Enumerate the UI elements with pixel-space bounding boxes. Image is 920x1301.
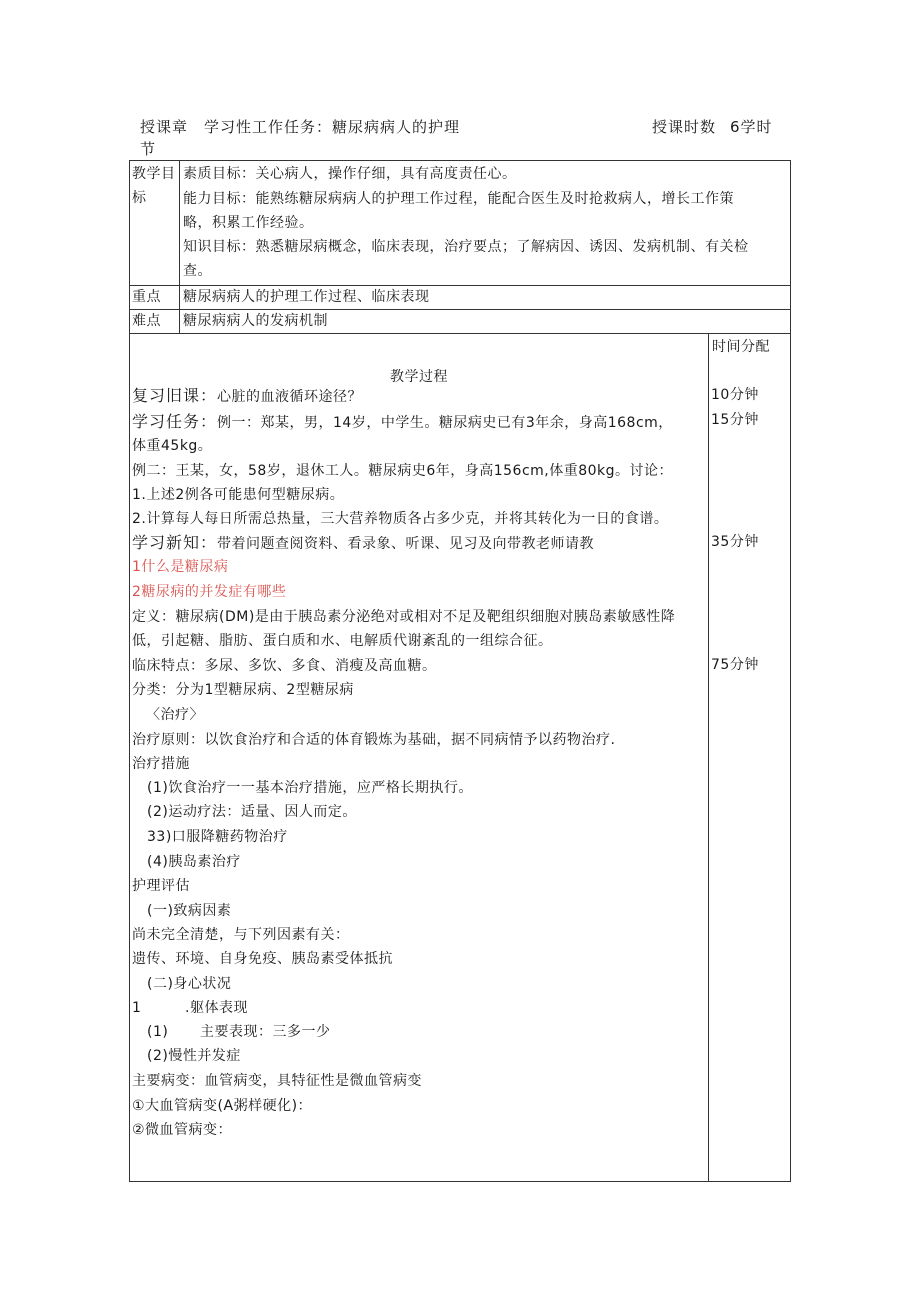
goal-line: 素质目标：关心病人，操作仔细，具有高度责任心。: [183, 166, 517, 182]
table-top-border: [129, 160, 791, 161]
review-text: 心脏的血液循环途径？: [217, 389, 363, 405]
body-manifestation: .躯体表现: [185, 1000, 248, 1016]
hours-value: 6学时: [730, 118, 773, 136]
review-label: 复习旧课：: [132, 386, 218, 405]
task-label: 学习任务：: [132, 412, 218, 431]
treatment-measures: 治疗措施: [132, 756, 190, 772]
task-line-cont: 体重45kg。: [132, 438, 213, 454]
main-number: (1): [147, 1024, 169, 1040]
cause-heading: (一)致病因素: [147, 903, 232, 919]
chapter-label: 授课章: [140, 118, 189, 136]
red-question-two: 2糖尿病的并发症有哪些: [132, 584, 287, 600]
task-title: 学习性工作任务：糖尿病病人的护理: [204, 118, 461, 136]
label-column-divider: [179, 160, 180, 333]
goal-line: 查。: [183, 263, 212, 279]
time-allocation: 10分钟: [711, 387, 759, 403]
review-line: [132, 384, 362, 409]
clinical-features: 临床特点：多尿、多饮、多食、消瘦及高血糖。: [132, 658, 437, 674]
measure-item: 33)口服降糖药物治疗: [147, 829, 288, 845]
macrovascular-lesion: ①大血管病变(A粥样硬化)：: [132, 1098, 313, 1114]
status-heading: (二)身心状况: [147, 976, 232, 992]
measure-item: (2)运动疗法：适量、因人而定。: [147, 804, 357, 820]
task-text: 例一：郑某，男，14岁，中学生。糖尿病史已有3年余，身高168cm，: [217, 415, 673, 431]
measure-item: (1)饮食治疗一一基本治疗措施，应严格长期执行。: [147, 780, 473, 796]
treatment-heading: 〈治疗〉: [146, 707, 204, 723]
process-title: 教学过程: [390, 369, 448, 385]
vascular-lesion: 主要病变：血管病变，具特征性是微血管病变: [132, 1073, 422, 1089]
example-two: 例二：王某，女，58岁，退休工人。糖尿病史6年，身高156cm,体重80kg。讨论：: [132, 463, 674, 479]
task-line: [132, 410, 673, 435]
new-knowledge-text: 带着问题查阅资料、看录象、听课、见习及向带教老师请教: [217, 536, 595, 552]
new-knowledge-label: 学习新知：: [132, 533, 218, 552]
question-two: 2.计算每人每日所需总热量，三大营养物质各占多少克，并将其转化为一日的食谱。: [132, 511, 669, 527]
cause-text: 尚未完全清楚，与下列因素有关：: [132, 927, 350, 943]
goal-line: 能力目标：能熟练糖尿病病人的护理工作过程，能配合医生及时抢救病人，增长工作策: [183, 191, 734, 207]
definition-line-cont: 低，引起糖、脂肪、蛋白质和水、电解质代谢紊乱的一组综合征。: [132, 633, 553, 649]
chapter-label-cont: 节: [140, 140, 157, 158]
difficulty-value: 糖尿病病人的发病机制: [183, 313, 328, 329]
cause-factors: 遗传、环境、自身免疫、胰岛素受体抵抗: [132, 951, 393, 967]
time-allocation: 75分钟: [711, 657, 759, 673]
key-point-value: 糖尿病病人的护理工作过程、临床表现: [183, 289, 430, 305]
definition-line: 定义：糖尿病(DM)是由于胰岛素分泌绝对或相对不足及靶组织细胞对胰岛素敏感性降: [132, 609, 676, 625]
goals-label-cont: 标: [132, 190, 147, 206]
difficulty-label: 难点: [132, 313, 161, 329]
goal-line: 知识目标：熟悉糖尿病概念，临床表现，治疗要点；了解病因、诱因、发病机制、有关检: [183, 239, 749, 255]
time-allocation: 15分钟: [711, 412, 759, 428]
time-allocation: 35分钟: [711, 534, 759, 550]
time-allocation-header: 时间分配: [712, 339, 770, 355]
key-point-label: 重点: [132, 289, 161, 305]
nursing-assessment: 护理评估: [132, 878, 190, 894]
microvascular-lesion: ②微血管病变：: [132, 1122, 233, 1138]
body-number: 1: [132, 1000, 142, 1016]
red-question-one: 1什么是糖尿病: [132, 559, 229, 575]
classification: 分类：分为1型糖尿病、2型糖尿病: [132, 682, 354, 698]
time-column-divider: [708, 333, 709, 1181]
measure-item: (4)胰岛素治疗: [147, 854, 241, 870]
new-knowledge-line: [132, 531, 594, 556]
hours-label: 授课时数: [652, 118, 717, 136]
table-right-border: [790, 160, 791, 1182]
main-manifestation: 主要表现：三多一少: [200, 1024, 331, 1040]
goal-line: 略，积累工作经验。: [183, 215, 314, 231]
goals-label: 教学目: [132, 166, 176, 182]
question-one: 1.上述2例各可能患何型糖尿病。: [132, 487, 345, 503]
row-divider-difficulty: [129, 333, 791, 334]
chronic-complications: (2)慢性并发症: [147, 1048, 241, 1064]
table-left-border: [129, 160, 130, 1182]
treatment-principle: 治疗原则：以饮食治疗和合适的体育锻炼为基础，据不同病情予以药物治疗.: [132, 732, 616, 748]
table-bottom-border: [129, 1181, 791, 1182]
